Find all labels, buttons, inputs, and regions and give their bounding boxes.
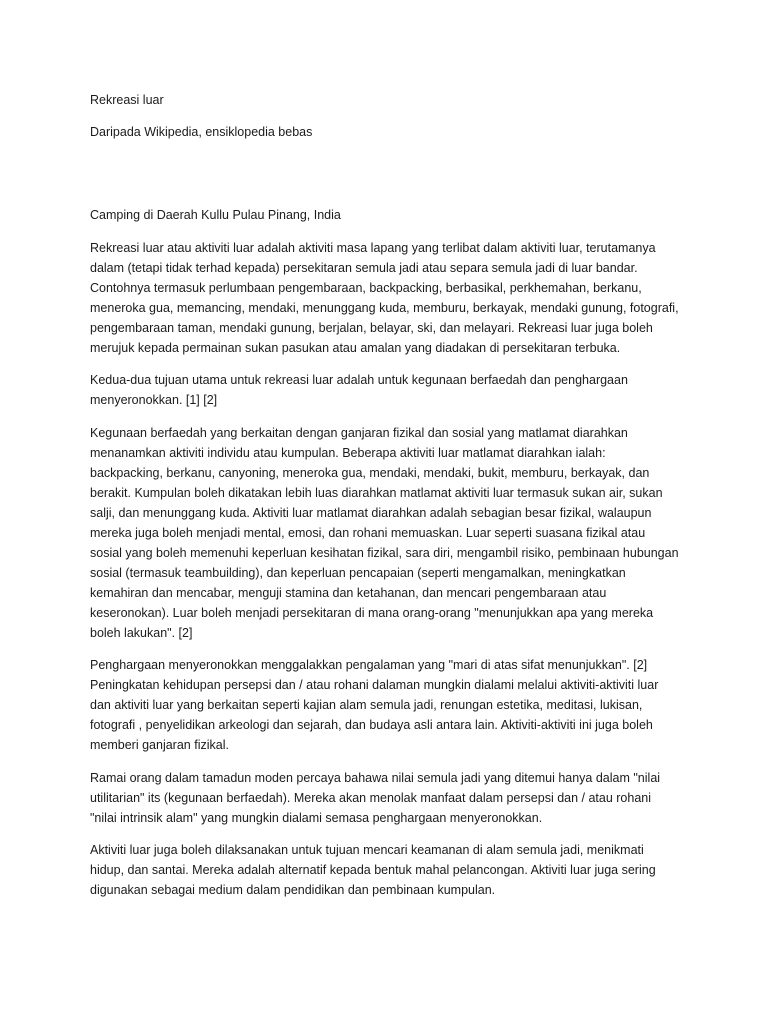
- document-subtitle: Daripada Wikipedia, ensiklopedia bebas: [90, 125, 313, 139]
- document-title: Rekreasi luar: [90, 93, 164, 107]
- paragraph-utilitarian: Kegunaan berfaedah yang berkaitan dengan ganjaran fizikal dan sosial yang matlamat diarahkan menanamkan aktiviti individu atau kumpulan. Beberapa aktiviti luar matlamat diarahkan ialah: backpacking, berkanu, canyoning, meneroka gua, mendaki, mendaki, bukit, memburu, berkayak, dan berakit. Kumpulan boleh dikatakan lebih luas diarahkan matlamat aktiviti luar termasuk sukan air, sukan salji, dan menunggang kuda. Aktiviti luar matlamat diarahkan adalah sebagian besar fizikal, walaupun mereka juga boleh menjadi mental, emosi, dan rohani memuaskan. Luar seperti suasana fizikal atau sosial yang boleh memenuhi keperluan kesihatan fizikal, sara diri, mengambil risiko, pembinaan hubungan sosial (termasuk teambuilding), dan keperluan pencapaian (seperti mengamalkan, meningkatkan kemahiran dan mencabar, menguji stamina dan ketahanan, dan mencari pengembaraan atau keseronokan). Luar boleh menjadi persekitaran di mana orang-orang "menunjukkan apa yang mereka boleh lakukan". [2]: [90, 426, 679, 640]
- paragraph-intro: Rekreasi luar atau aktiviti luar adalah aktiviti masa lapang yang terlibat dalam aktiviti luar, terutamanya dalam (tetapi tidak terhad kepada) persekitaran semula jadi atau separa semula jadi di luar bandar. Contohnya termasuk perlumbaan pengembaraan, backpacking, berbasikal, perkhemahan, berkanu, meneroka gua, memancing, mendaki, menunggang kuda, memburu, berkayak, mendaki gunung, fotografi, pengembaraan taman, mendaki gunung, berjalan, belayar, ski, dan melayari. Rekreasi luar juga boleh merujuk kepada permainan sukan pasukan atau amalan yang diadakan di persekitaran terbuka.: [90, 241, 679, 355]
- paragraph-modern-view: Ramai orang dalam tamadun moden percaya bahawa nilai semula jadi yang ditemui hanya dalam "nilai utilitarian" its (kegunaan berfaedah). Mereka akan menolak manfaat dalam persepsi dan / atau rohani "nilai intrinsik alam" yang mungkin dialami semasa penghargaan menyeronokkan.: [90, 771, 661, 825]
- paragraph-peace: Aktiviti luar juga boleh dilaksanakan untuk tujuan mencari keamanan di alam semula jadi, menikmati hidup, dan santai. Mereka adalah alternatif kepada bentuk mahal pelancongan. Aktiviti luar juga sering digunakan sebagai medium dalam pendidikan dan pembinaan kumpulan.: [90, 843, 656, 897]
- image-caption: Camping di Daerah Kullu Pulau Pinang, India: [90, 208, 341, 222]
- paragraph-purposes: Kedua-dua tujuan utama untuk rekreasi luar adalah untuk kegunaan berfaedah dan penghargaan menyeronokkan. [1] [2]: [90, 373, 628, 407]
- paragraph-appreciation: Penghargaan menyeronokkan menggalakkan pengalaman yang "mari di atas sifat menunjukkan". [2] Peningkatan kehidupan persepsi dan / atau rohani dalaman mungkin dialami melalui aktiviti-aktiviti luar dan aktiviti luar yang berkaitan seperti kajian alam semula jadi, renungan estetika, meditasi, lukisan, fotografi , penyelidikan arkeologi dan sejarah, dan budaya asli antara lain. Aktiviti-aktiviti ini juga boleh memberi ganjaran fizikal.: [90, 658, 659, 752]
